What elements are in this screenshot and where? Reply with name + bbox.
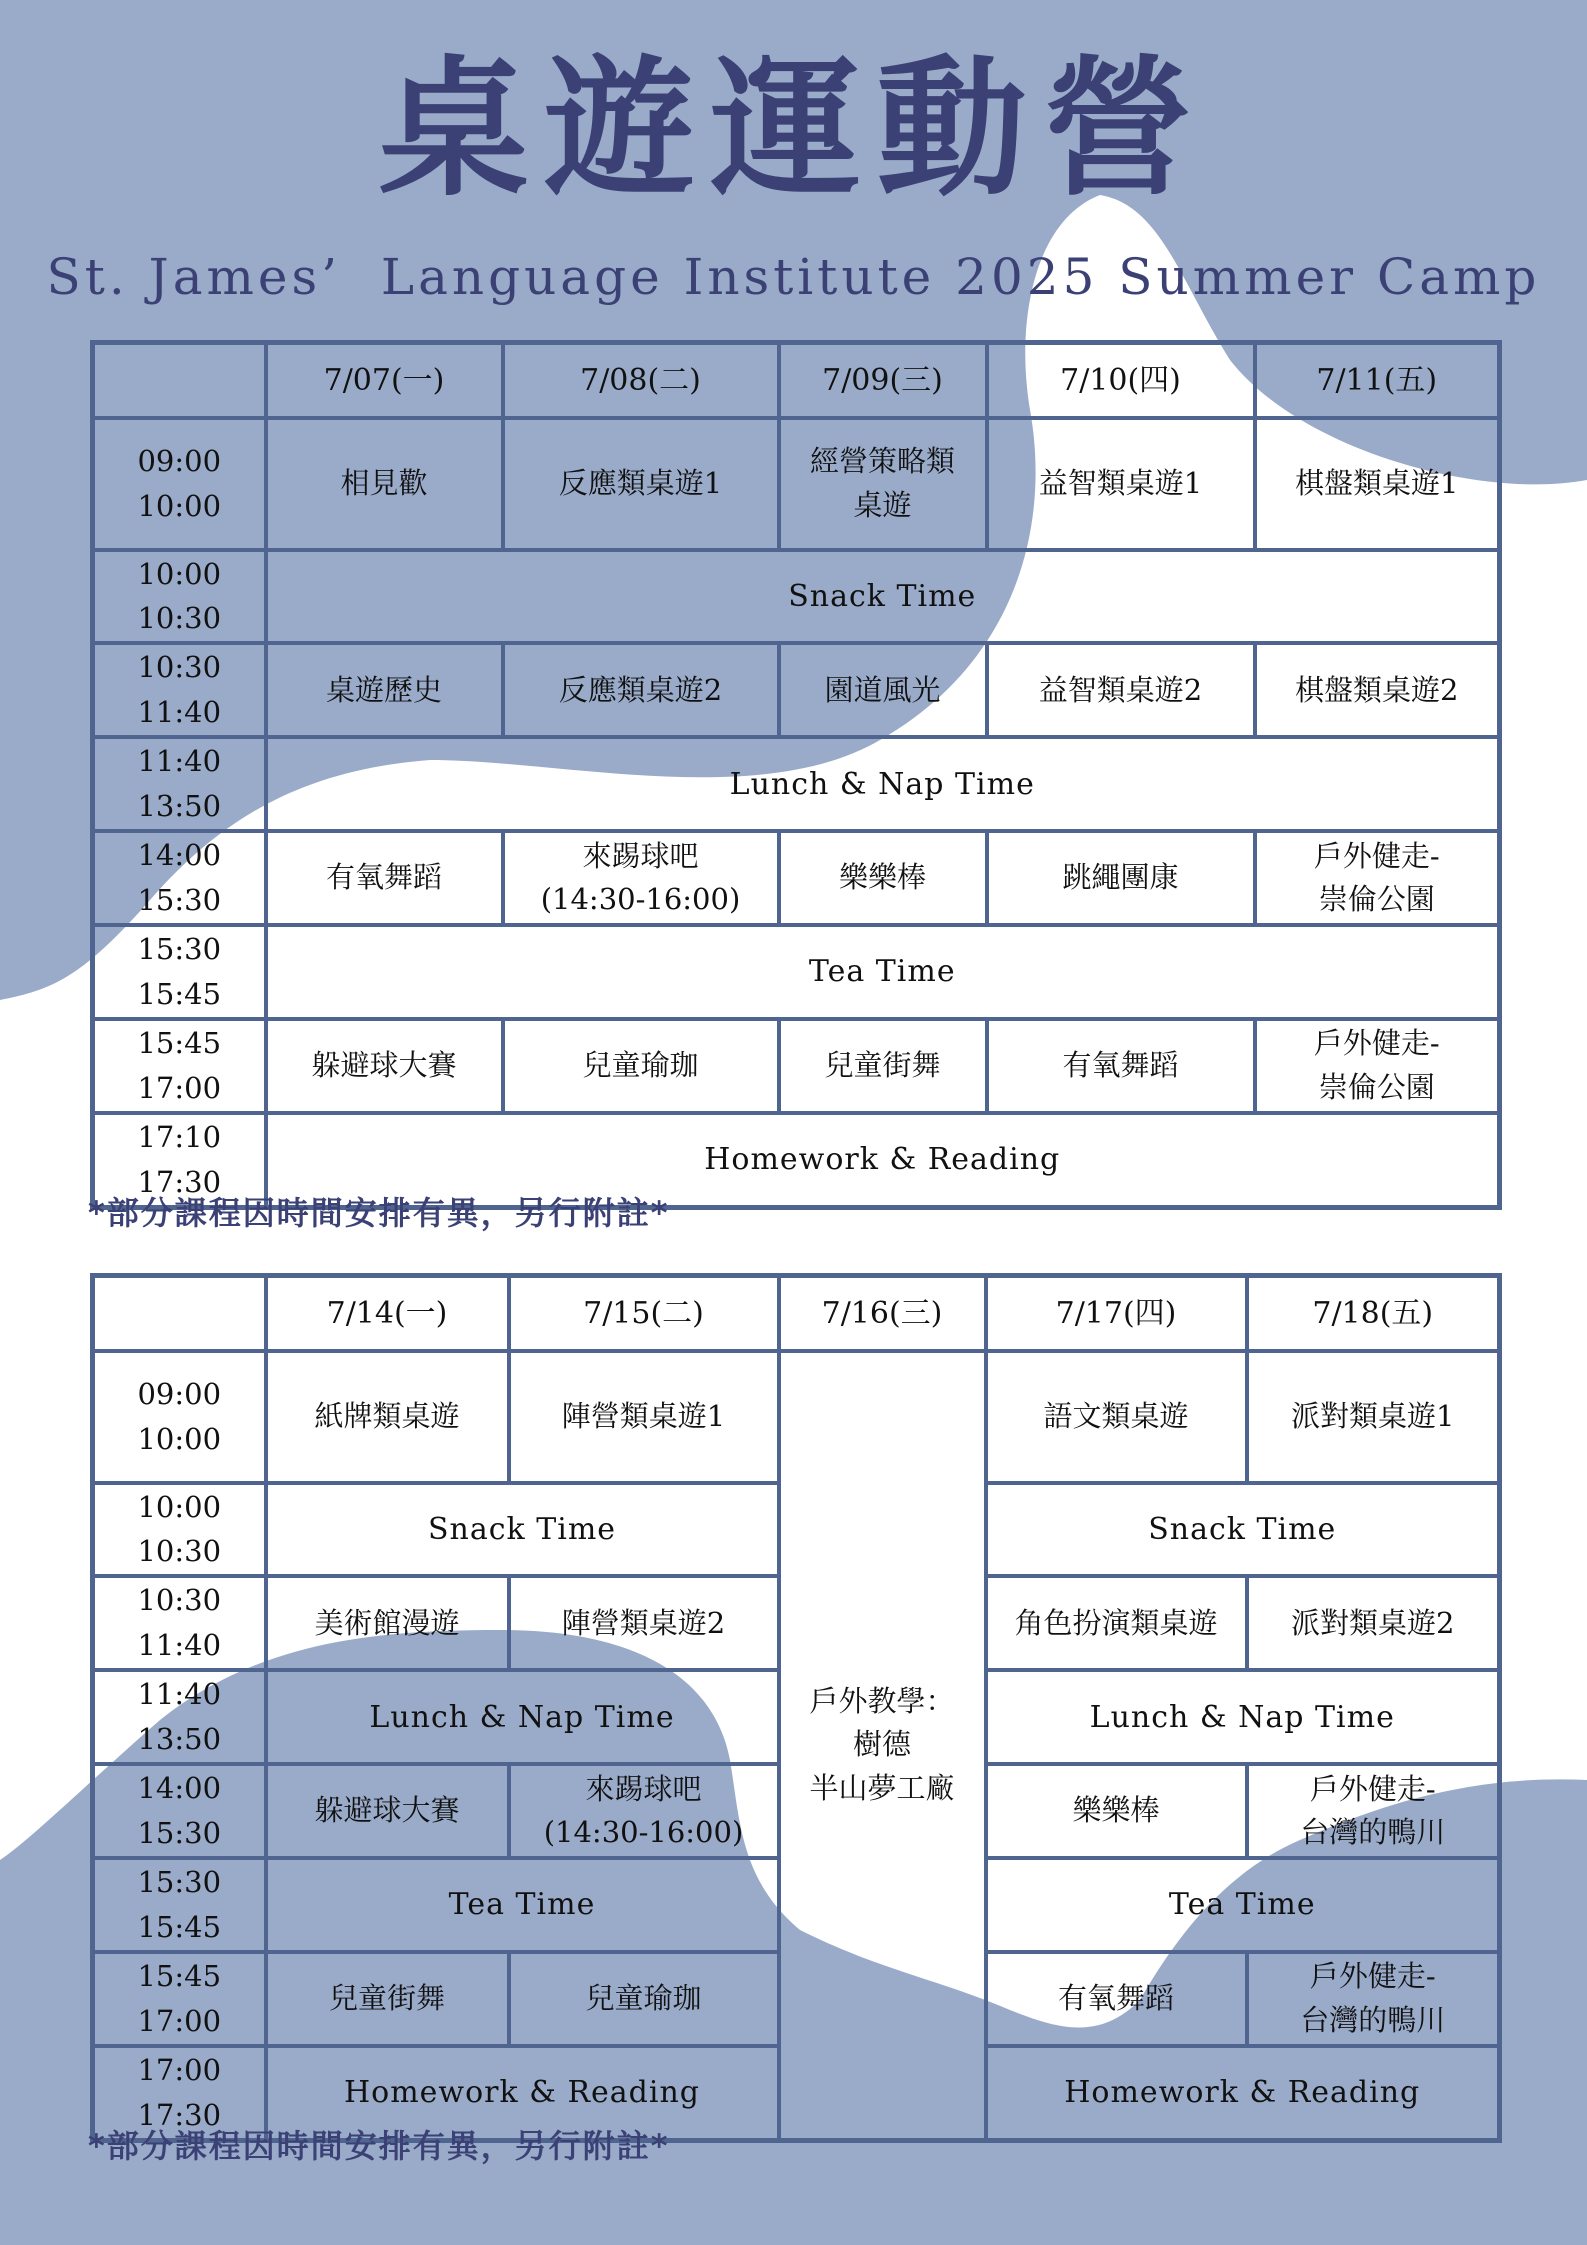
note-week1: *部分課程因時間安排有異，另行附註* [88, 1194, 670, 1232]
field-trip-cell: 戶外教學： 樹德 半山夢工廠 [779, 1351, 986, 2141]
activity-span-cell: Lunch & Nap Time [986, 1670, 1500, 1764]
activity-span-cell: Tea Time [266, 925, 1500, 1019]
time-cell: 09:00 10:00 [93, 1351, 266, 1483]
header-corner-cell [93, 343, 266, 418]
activity-cell: 有氧舞蹈 [266, 831, 503, 925]
header-row [93, 1276, 1500, 1351]
activity-cell: 棋盤類桌遊1 [1255, 418, 1500, 550]
day-header-cell: 7/16(三) [779, 1276, 986, 1351]
activity-cell: 陣營類桌遊1 [509, 1351, 779, 1483]
activity-cell: 反應類桌遊1 [503, 418, 779, 550]
activity-cell: 兒童街舞 [266, 1952, 509, 2046]
activity-cell: 角色扮演類桌遊 [986, 1576, 1247, 1670]
table-row [93, 418, 1500, 550]
time-cell: 15:45 17:00 [93, 1019, 266, 1113]
table-row [93, 1351, 1500, 1483]
page-subtitle: St. James’ Language Institute 2025 Summer Camp [46, 248, 1541, 306]
activity-cell: 來踢球吧 (14:30-16:00) [503, 831, 779, 925]
schedule-table-week2 [90, 1273, 1502, 2143]
time-cell: 10:30 11:40 [93, 1576, 266, 1670]
time-cell: 15:30 15:45 [93, 1858, 266, 1952]
activity-cell: 戶外健走- 崇倫公園 [1255, 1019, 1500, 1113]
activity-cell: 戶外健走- 崇倫公園 [1255, 831, 1500, 925]
activity-cell: 經營策略類 桌遊 [779, 418, 987, 550]
time-cell: 11:40 13:50 [93, 737, 266, 831]
table-row [93, 831, 1500, 925]
schedule-table-week1 [90, 340, 1502, 1210]
day-header-cell: 7/11(五) [1255, 343, 1500, 418]
table-row [93, 737, 1500, 831]
activity-span-cell: Tea Time [266, 1858, 779, 1952]
table-row [93, 1019, 1500, 1113]
time-cell: 15:45 17:00 [93, 1952, 266, 2046]
time-cell: 09:00 10:00 [93, 418, 266, 550]
table-row [93, 643, 1500, 737]
activity-cell: 跳繩團康 [987, 831, 1255, 925]
page-title: 桌遊運動營 [378, 43, 1209, 217]
activity-span-cell: Snack Time [266, 550, 1500, 644]
activity-cell: 紙牌類桌遊 [266, 1351, 509, 1483]
activity-span-cell: Lunch & Nap Time [266, 737, 1500, 831]
activity-cell: 有氧舞蹈 [987, 1019, 1255, 1113]
activity-cell: 兒童街舞 [779, 1019, 987, 1113]
activity-span-cell: Lunch & Nap Time [266, 1670, 779, 1764]
header-corner-cell [93, 1276, 266, 1351]
header-row [93, 343, 1500, 418]
activity-cell: 兒童瑜珈 [509, 1952, 779, 2046]
activity-cell: 來踢球吧 (14:30-16:00) [509, 1764, 779, 1858]
activity-span-cell: Homework & Reading [266, 2046, 779, 2140]
activity-cell: 兒童瑜珈 [503, 1019, 779, 1113]
table-row [93, 925, 1500, 1019]
time-cell: 10:00 10:30 [93, 550, 266, 644]
table-row [93, 550, 1500, 644]
activity-cell: 樂樂棒 [986, 1764, 1247, 1858]
day-header-cell: 7/09(三) [779, 343, 987, 418]
activity-cell: 園道風光 [779, 643, 987, 737]
activity-cell: 躲避球大賽 [266, 1019, 503, 1113]
activity-cell: 派對類桌遊1 [1247, 1351, 1500, 1483]
activity-cell: 戶外健走- 台灣的鴨川 [1247, 1952, 1500, 2046]
activity-cell: 反應類桌遊2 [503, 643, 779, 737]
activity-cell: 桌遊歷史 [266, 643, 503, 737]
activity-cell: 戶外健走- 台灣的鴨川 [1247, 1764, 1500, 1858]
time-cell: 14:00 15:30 [93, 1764, 266, 1858]
day-header-cell: 7/15(二) [509, 1276, 779, 1351]
activity-cell: 棋盤類桌遊2 [1255, 643, 1500, 737]
activity-cell: 樂樂棒 [779, 831, 987, 925]
time-cell: 10:30 11:40 [93, 643, 266, 737]
activity-cell: 益智類桌遊2 [987, 643, 1255, 737]
activity-cell: 語文類桌遊 [986, 1351, 1247, 1483]
time-cell: 14:00 15:30 [93, 831, 266, 925]
activity-span-cell: Tea Time [986, 1858, 1500, 1952]
activity-cell: 派對類桌遊2 [1247, 1576, 1500, 1670]
day-header-cell: 7/17(四) [986, 1276, 1247, 1351]
activity-cell: 相見歡 [266, 418, 503, 550]
day-header-cell: 7/14(一) [266, 1276, 509, 1351]
activity-cell: 美術館漫遊 [266, 1576, 509, 1670]
day-header-cell: 7/10(四) [987, 343, 1255, 418]
activity-cell: 有氧舞蹈 [986, 1952, 1247, 2046]
time-cell: 17:00 17:30 [93, 2046, 266, 2140]
note-week2: *部分課程因時間安排有異，另行附註* [88, 2127, 670, 2165]
time-cell: 10:00 10:30 [93, 1483, 266, 1577]
day-header-cell: 7/07(一) [266, 343, 503, 418]
activity-cell: 陣營類桌遊2 [509, 1576, 779, 1670]
time-cell: 15:30 15:45 [93, 925, 266, 1019]
time-cell: 11:40 13:50 [93, 1670, 266, 1764]
activity-span-cell: Homework & Reading [266, 1113, 1500, 1207]
activity-cell: 益智類桌遊1 [987, 418, 1255, 550]
activity-span-cell: Homework & Reading [986, 2046, 1500, 2140]
day-header-cell: 7/08(二) [503, 343, 779, 418]
activity-span-cell: Snack Time [266, 1483, 779, 1577]
activity-span-cell: Snack Time [986, 1483, 1500, 1577]
day-header-cell: 7/18(五) [1247, 1276, 1500, 1351]
time-cell: 17:10 17:30 [93, 1113, 266, 1207]
activity-cell: 躲避球大賽 [266, 1764, 509, 1858]
